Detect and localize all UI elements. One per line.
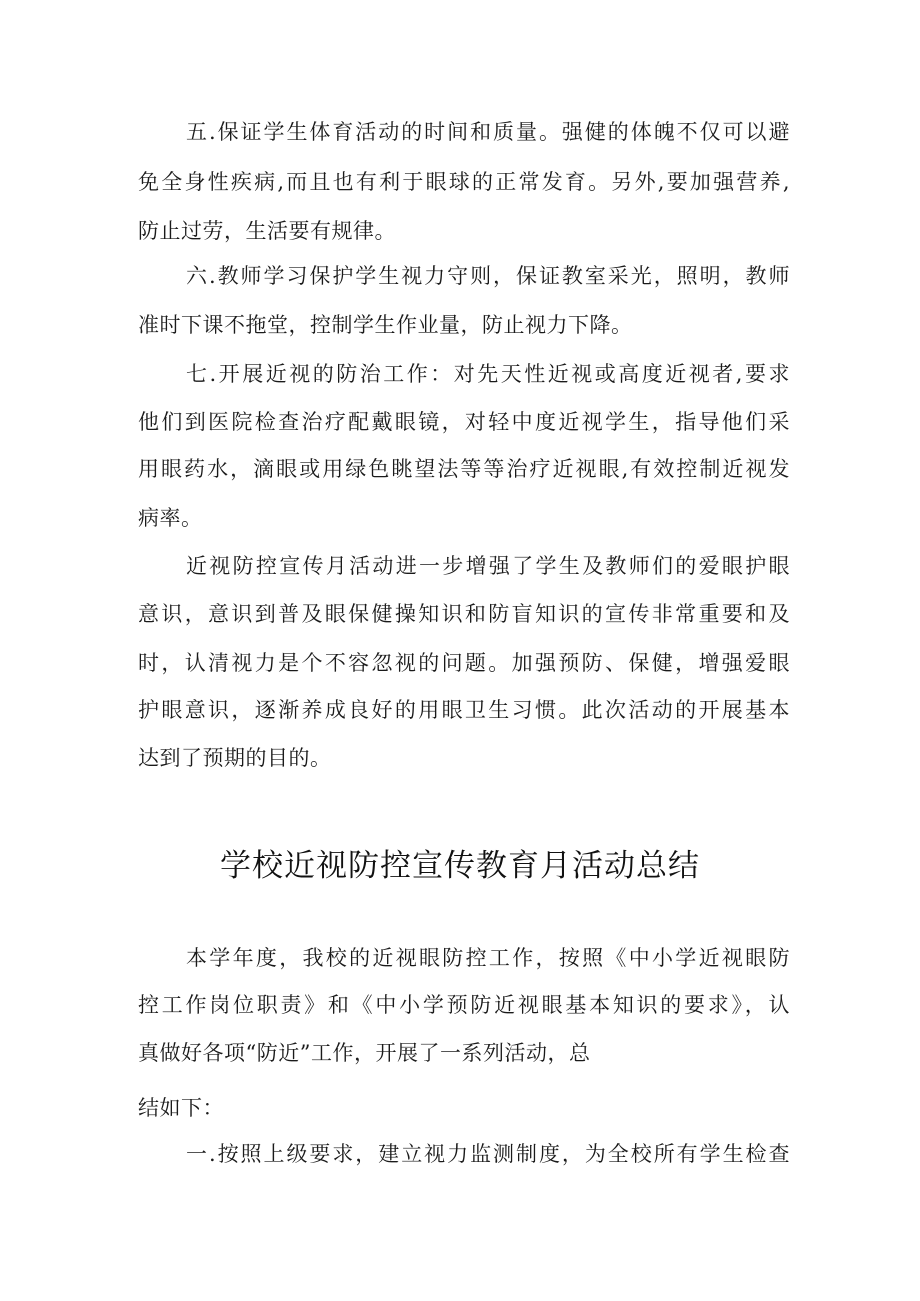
paragraph-line: 用眼药水，滴眼或用绿色眺望法等等治疗近视眼,有效控制近视发 (138, 457, 790, 481)
paragraph-line: 免全身性疾病,而且也有利于眼球的正常发育。另外,要加强营养, (138, 170, 790, 194)
paragraph-line: 达到了预期的目的。 (138, 746, 332, 770)
paragraph-line: 六.教师学习保护学生视力守则，保证教室采光，照明，教师 (186, 264, 790, 288)
paragraph-line: 他们到医院检查治疗配戴眼镜，对轻中度近视学生，指导他们采 (138, 410, 790, 434)
paragraph-line: 本学年度，我校的近视眼防控工作，按照《中小学近视眼防 (186, 946, 790, 970)
paragraph-line: 时，认清视力是个不容忽视的问题。加强预防、保健，增强爱眼 (138, 651, 790, 675)
paragraph-line: 病率。 (138, 506, 203, 530)
paragraph-line: 近视防控宣传月活动进一步增强了学生及教师们的爱眼护眼 (186, 554, 790, 578)
paragraph-line: 控工作岗位职责》和《中小学预防近视眼基本知识的要求》，认 (138, 993, 790, 1017)
paragraph-line: 准时下课不拖堂，控制学生作业量，防止视力下降。 (138, 313, 633, 337)
paragraph-line: 意识，意识到普及眼保健操知识和防盲知识的宣传非常重要和及 (138, 602, 790, 626)
document-title: 学校近视防控宣传教育月活动总结 (220, 848, 700, 884)
paragraph-line: 真做好各项“防近”工作，开展了一系列活动，总 (138, 1041, 591, 1065)
paragraph-line: 护眼意识，逐渐养成良好的用眼卫生习惯。此次活动的开展基本 (138, 698, 790, 722)
paragraph-line: 五.保证学生体育活动的时间和质量。强健的体魄不仅可以避 (186, 120, 790, 144)
paragraph-line: 结如下： (138, 1096, 224, 1120)
paragraph-line: 防止过劳，生活要有规律。 (138, 219, 396, 243)
paragraph-line: 一.按照上级要求，建立视力监测制度，为全校所有学生检查 (186, 1142, 790, 1166)
paragraph-line: 七.开展近视的防治工作：对先天性近视或高度近视者,要求 (186, 362, 790, 386)
